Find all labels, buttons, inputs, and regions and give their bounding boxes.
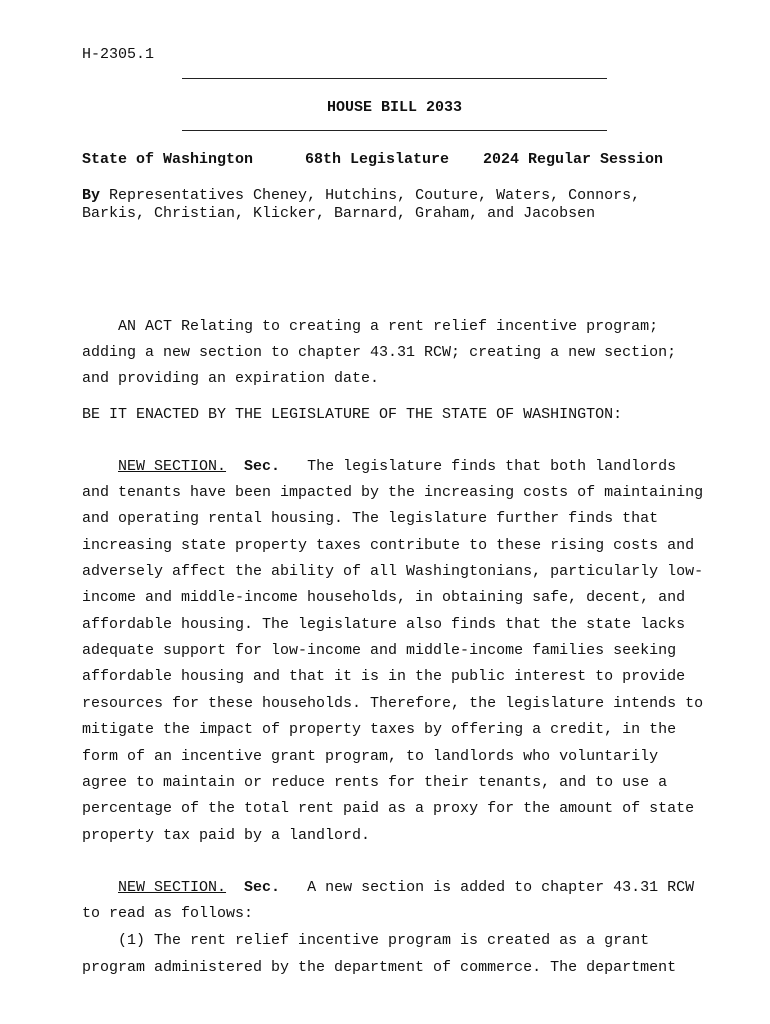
legislature-label: 68th Legislature — [305, 151, 450, 168]
section1-line: adversely affect the ability of all Washingtonians, particularly low- — [82, 563, 704, 580]
section2-sec-label: Sec. — [244, 879, 281, 896]
sponsors-line-2: Barkis, Christian, Klicker, Barnard, Graham, and Jacobsen — [82, 205, 596, 222]
section1-new-section-label: NEW SECTION. — [118, 458, 227, 475]
enacting-clause: BE IT ENACTED BY THE LEGISLATURE OF THE STATE OF WASHINGTON: — [82, 406, 623, 423]
act-line-2: adding a new section to chapter 43.31 RCW; creating a new section; — [82, 344, 677, 361]
state-label: State of Washington — [82, 151, 254, 168]
section1-line: adequate support for low-income and middle-income families seeking — [82, 642, 677, 659]
section2-subsection-1-line-2: program administered by the department of commerce. The department — [82, 959, 677, 976]
sponsors-by: By — [82, 187, 101, 204]
section1-heading-line — [118, 458, 676, 476]
section2-subsection-1: (1) The rent relief incentive program is created as a grant — [118, 932, 650, 949]
act-line-3: and providing an expiration date. — [82, 370, 380, 387]
bill-title: HOUSE BILL 2033 — [326, 99, 463, 116]
section1-line: and tenants have been impacted by the increasing costs of maintaining — [82, 484, 704, 501]
act-line-1: AN ACT Relating to creating a rent relief incentive program; — [118, 318, 659, 335]
sponsors-names-1: Representatives Cheney, Hutchins, Couture, Waters, Connors, — [109, 187, 641, 204]
section1-line: property tax paid by a landlord. — [82, 827, 371, 844]
section2-line-2: to read as follows: — [82, 905, 254, 922]
sponsors-line-1 — [82, 187, 640, 205]
section1-line: income and middle-income households, in obtaining safe, decent, and — [82, 589, 686, 606]
session-label: 2024 Regular Session — [483, 151, 664, 168]
section1-first-line: The legislature finds that both landlords — [307, 458, 677, 475]
section2-new-section-label: NEW SECTION. — [118, 879, 227, 896]
section1-line: and operating rental housing. The legislature further finds that — [82, 510, 659, 527]
section1-line: affordable housing. The legislature also finds that the state lacks — [82, 616, 686, 633]
section1-line: percentage of the total rent paid as a proxy for the amount of state — [82, 800, 695, 817]
section1-line: agree to maintain or reduce rents for their tenants, and to use a — [82, 774, 668, 791]
section1-line: form of an incentive grant program, to landlords who voluntarily — [82, 748, 659, 765]
section1-line: resources for these households. Therefore, the legislature intends to — [82, 695, 704, 712]
title-rule-top — [182, 78, 607, 79]
section1-line: mitigate the impact of property taxes by offering a credit, in the — [82, 721, 677, 738]
document-id: H-2305.1 — [82, 46, 155, 63]
title-rule-bottom — [182, 130, 607, 131]
section2-heading-line — [118, 879, 694, 897]
section1-line: affordable housing and that it is in the public interest to provide — [82, 668, 686, 685]
section2-first-line: A new section is added to chapter 43.31 RCW — [307, 879, 695, 896]
section1-line: increasing state property taxes contribute to these rising costs and — [82, 537, 695, 554]
section1-sec-label: Sec. — [244, 458, 281, 475]
